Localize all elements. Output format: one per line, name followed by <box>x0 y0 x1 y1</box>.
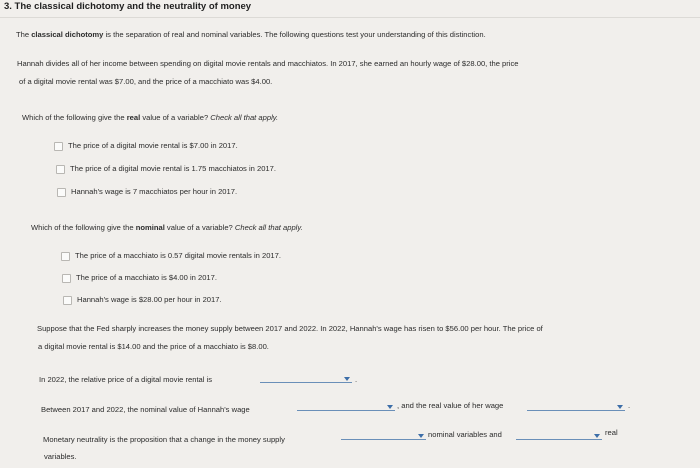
q2-option-1-label[interactable]: The price of a macchiato is 0.57 digital movie rentals in 2017. <box>75 251 281 260</box>
neutrality-nominal-dropdown-line <box>341 439 426 440</box>
intro-bold-term: classical dichotomy <box>31 30 104 39</box>
q2-option-3-label[interactable]: Hannah's wage is $28.00 per hour in 2017. <box>77 295 222 304</box>
chevron-down-icon <box>387 405 393 409</box>
title-divider <box>0 17 700 18</box>
q1-option-1-label[interactable]: The price of a digital movie rental is $7.00 in 2017. <box>68 141 238 150</box>
q2-option-2-label[interactable]: The price of a macchiato is $4.00 in 2017. <box>76 273 217 282</box>
neutrality-real-dropdown-line <box>516 439 602 440</box>
neutrality-real-dropdown[interactable] <box>516 431 602 441</box>
relative-price-dropdown-line <box>260 382 352 383</box>
q2-option-2-checkbox[interactable] <box>62 274 71 283</box>
q1-option-2-label[interactable]: The price of a digital movie rental is 1.75 macchiatos in 2017. <box>70 164 276 173</box>
chevron-down-icon <box>617 405 623 409</box>
q1-option-3-checkbox[interactable] <box>57 188 66 197</box>
intro-text <box>16 30 486 40</box>
q2-pre: Which of the following give the <box>31 223 136 232</box>
chevron-down-icon <box>418 434 424 438</box>
q2-option-1-checkbox[interactable] <box>61 252 70 261</box>
question-title: 3. The classical dichotomy and the neutrality of money <box>4 1 252 12</box>
real-wage-dropdown[interactable] <box>527 402 625 412</box>
q2-prompt <box>31 223 303 233</box>
chevron-down-icon <box>594 434 600 438</box>
q1-hint: Check all that apply. <box>210 113 279 122</box>
q2-hint: Check all that apply. <box>234 223 303 232</box>
q2-post: value of a variable? <box>164 223 235 232</box>
q2-option-3-checkbox[interactable] <box>63 296 72 305</box>
q1-pre: Which of the following give the <box>22 113 127 122</box>
nominal-wage-dropdown[interactable] <box>297 402 395 412</box>
q1-option-1-checkbox[interactable] <box>54 142 63 151</box>
neutrality-nominal-text: nominal variables and <box>428 430 502 439</box>
intro-pre: The <box>16 30 32 39</box>
q1-option-3-label[interactable]: Hannah's wage is 7 macchiatos per hour in 2017. <box>71 187 238 196</box>
q1-bold-term: real <box>126 113 141 122</box>
scenario-line-1: Hannah divides all of her income between spending on digital movie rentals and macchiatos. In 2017, she earned an hourly wage of $28.00, the price <box>17 59 519 68</box>
neutrality-line-2: variables. <box>44 452 77 461</box>
intro-post: is the separation of real and nominal variables. The following questions test your understanding of this distinction. <box>103 30 486 39</box>
neutrality-prompt: Monetary neutrality is the proposition that a change in the money supply <box>43 435 285 444</box>
real-wage-period: . <box>628 401 631 410</box>
scenario-line-2: of a digital movie rental was $7.00, and the price of a macchiato was $4.00. <box>19 77 273 86</box>
q2-bold-term: nominal <box>135 223 165 232</box>
q1-prompt <box>22 113 278 123</box>
relative-price-period: . <box>355 375 358 384</box>
real-wage-prompt: , and the real value of her wage <box>397 401 504 410</box>
real-wage-dropdown-line <box>527 410 625 411</box>
neutrality-real-text: real <box>605 428 618 437</box>
nominal-wage-dropdown-line <box>297 410 395 411</box>
nominal-wage-prompt: Between 2017 and 2022, the nominal value of Hannah's wage <box>41 405 250 414</box>
relative-price-dropdown[interactable] <box>260 374 352 384</box>
fed-scenario-line-1: Suppose that the Fed sharply increases the money supply between 2017 and 2022. In 2022, Hannah's wage has risen to $56.00 per hour. The price of <box>37 324 543 333</box>
fed-scenario-line-2: a digital movie rental is $14.00 and the price of a macchiato is $8.00. <box>38 342 269 351</box>
chevron-down-icon <box>344 377 350 381</box>
q1-option-2-checkbox[interactable] <box>56 165 65 174</box>
relative-price-prompt: In 2022, the relative price of a digital movie rental is <box>39 375 213 384</box>
neutrality-nominal-dropdown[interactable] <box>341 431 426 441</box>
q1-post: value of a variable? <box>140 113 211 122</box>
